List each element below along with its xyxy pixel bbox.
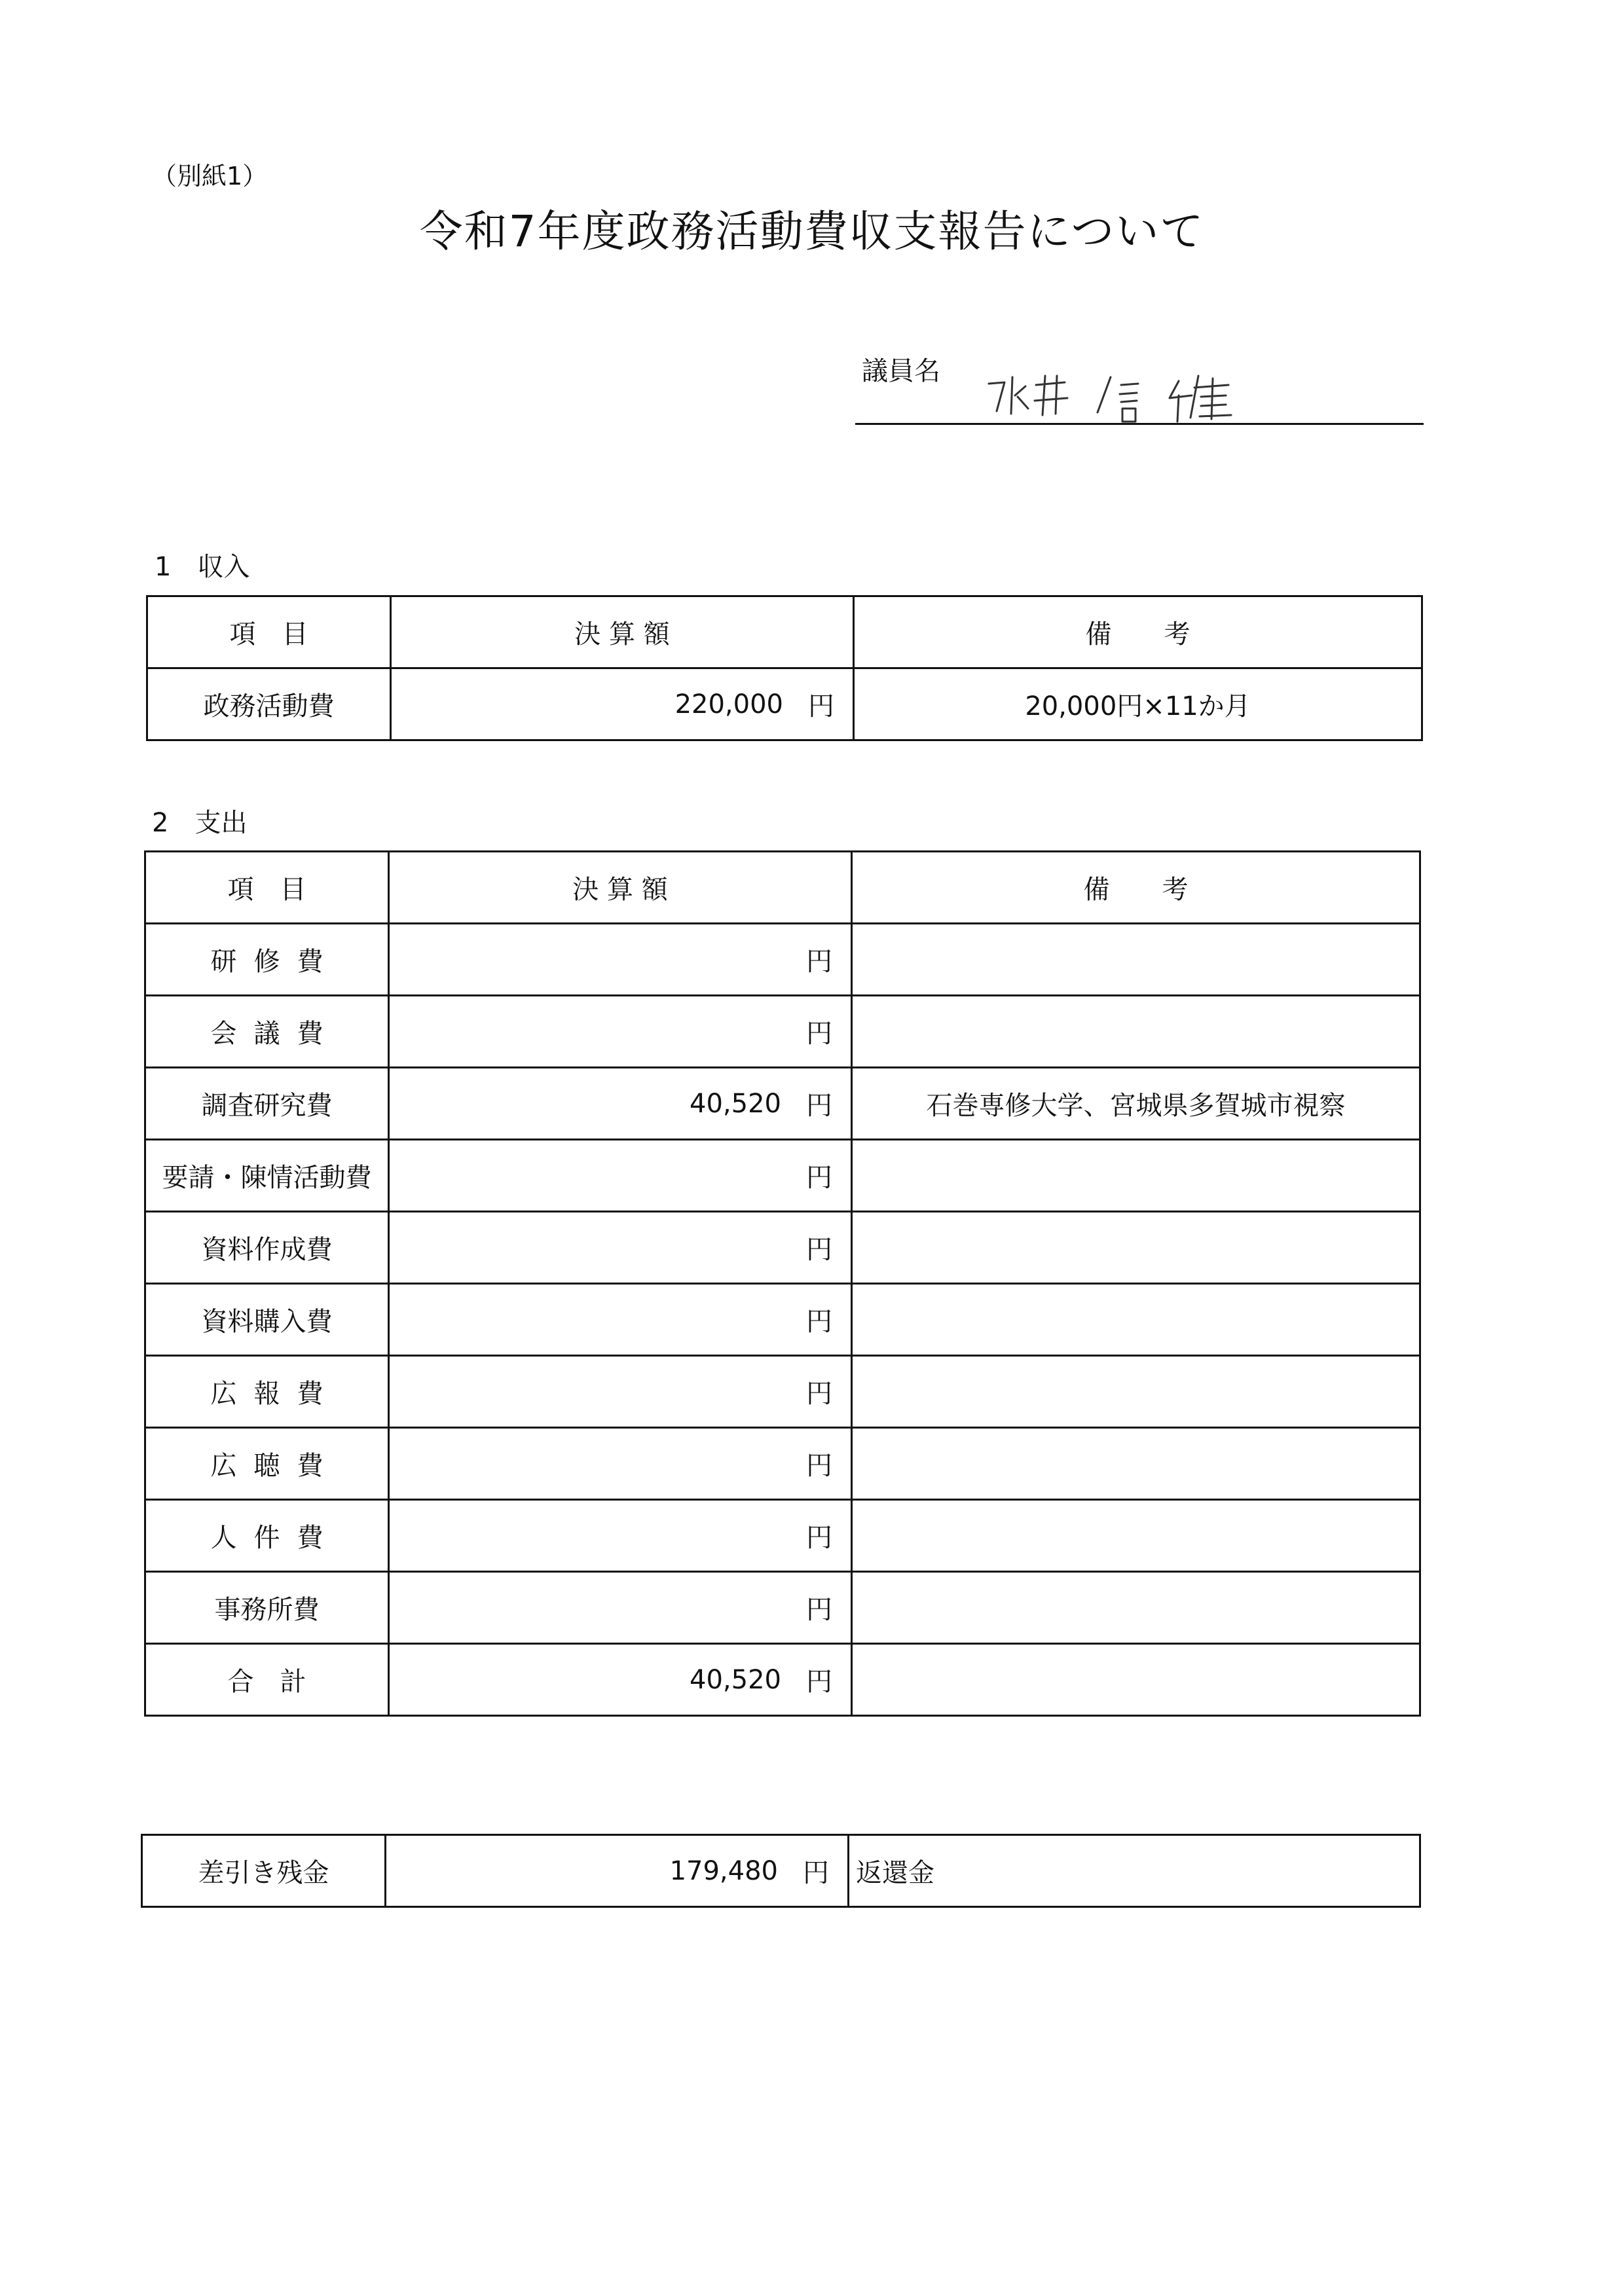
row-amount-cell	[389, 1428, 852, 1500]
row-amount-cell	[389, 1140, 852, 1212]
table-row	[145, 1428, 1420, 1500]
row-note	[852, 1500, 1420, 1572]
member-name-label: 議員名	[862, 356, 940, 386]
row-amount: 220,000	[674, 689, 783, 720]
table-row	[142, 1835, 1420, 1907]
row-note	[852, 1140, 1420, 1212]
balance-unit: 円	[803, 1858, 829, 1888]
balance-amount: 179,480	[669, 1855, 778, 1886]
row-item: 広報費	[145, 1356, 389, 1428]
member-name-underline	[855, 423, 1424, 425]
table-row	[145, 1212, 1420, 1284]
row-unit: 円	[808, 691, 834, 721]
row-unit: 円	[806, 1379, 832, 1409]
table-row	[145, 1140, 1420, 1212]
row-item: 広聴費	[145, 1428, 389, 1500]
row-note	[852, 1572, 1420, 1644]
row-unit: 円	[806, 947, 832, 977]
row-item: 政務活動費	[147, 668, 391, 740]
row-amount-cell	[391, 668, 854, 740]
balance-item: 差引き残金	[142, 1835, 386, 1907]
table-row	[145, 1284, 1420, 1356]
row-amount-cell	[389, 1212, 852, 1284]
balance-amount-cell	[386, 1835, 849, 1907]
row-note	[852, 1428, 1420, 1500]
header-amount: 決 算 額	[391, 596, 854, 668]
row-note: 20,000円×11か月	[854, 668, 1422, 740]
row-amount: 40,520	[690, 1664, 781, 1695]
table-total-row	[145, 1644, 1420, 1716]
row-note: 石巻専修大学、宮城県多賀城市視察	[852, 1068, 1420, 1140]
row-amount-cell	[389, 1572, 852, 1644]
row-item: 調査研究費	[145, 1068, 389, 1140]
table-row	[147, 668, 1422, 740]
row-amount-cell	[389, 1644, 852, 1716]
row-item: 資料作成費	[145, 1212, 389, 1284]
expenditure-section-title: 2 支出	[152, 808, 248, 838]
row-amount: 40,520	[690, 1088, 781, 1119]
header-amount: 決 算 額	[389, 852, 852, 924]
row-unit: 円	[806, 1451, 832, 1481]
row-amount-cell	[389, 996, 852, 1068]
row-unit: 円	[806, 1307, 832, 1337]
table-row	[145, 1356, 1420, 1428]
income-table	[146, 595, 1423, 741]
row-unit: 円	[806, 1595, 832, 1625]
row-note	[852, 1212, 1420, 1284]
row-item: 合 計	[145, 1644, 389, 1716]
row-amount-cell	[389, 1356, 852, 1428]
balance-table	[141, 1834, 1421, 1908]
row-note	[852, 1644, 1420, 1716]
row-unit: 円	[806, 1019, 832, 1049]
row-item: 人件費	[145, 1500, 389, 1572]
row-amount-cell	[389, 1284, 852, 1356]
row-unit: 円	[806, 1091, 832, 1121]
row-note	[852, 996, 1420, 1068]
row-item: 要請・陳情活動費	[145, 1140, 389, 1212]
row-note	[852, 924, 1420, 996]
expenditure-table	[144, 850, 1421, 1717]
row-unit: 円	[806, 1523, 832, 1553]
row-amount-cell	[389, 1068, 852, 1140]
table-row	[145, 1500, 1420, 1572]
header-item: 項 目	[145, 852, 389, 924]
table-row	[145, 924, 1420, 996]
member-signature	[982, 359, 1257, 431]
table-header-row	[147, 596, 1422, 668]
table-row	[145, 1068, 1420, 1140]
row-note	[852, 1356, 1420, 1428]
row-unit: 円	[806, 1235, 832, 1265]
row-item: 事務所費	[145, 1572, 389, 1644]
header-note: 備 考	[852, 852, 1420, 924]
table-row	[145, 1572, 1420, 1644]
row-note	[852, 1284, 1420, 1356]
income-section-title: 1 収入	[155, 552, 250, 582]
row-item: 会議費	[145, 996, 389, 1068]
row-amount-cell	[389, 924, 852, 996]
table-header-row	[145, 852, 1420, 924]
balance-note: 返還金	[849, 1835, 1420, 1907]
row-unit: 円	[806, 1667, 832, 1697]
header-note: 備 考	[854, 596, 1422, 668]
row-amount-cell	[389, 1500, 852, 1572]
header-item: 項 目	[147, 596, 391, 668]
row-unit: 円	[806, 1163, 832, 1193]
table-row	[145, 996, 1420, 1068]
row-item: 研修費	[145, 924, 389, 996]
attachment-label: （別紙1）	[152, 162, 268, 191]
row-item: 資料購入費	[145, 1284, 389, 1356]
page-title: 令和7年度政務活動費収支報告について	[419, 206, 1205, 257]
